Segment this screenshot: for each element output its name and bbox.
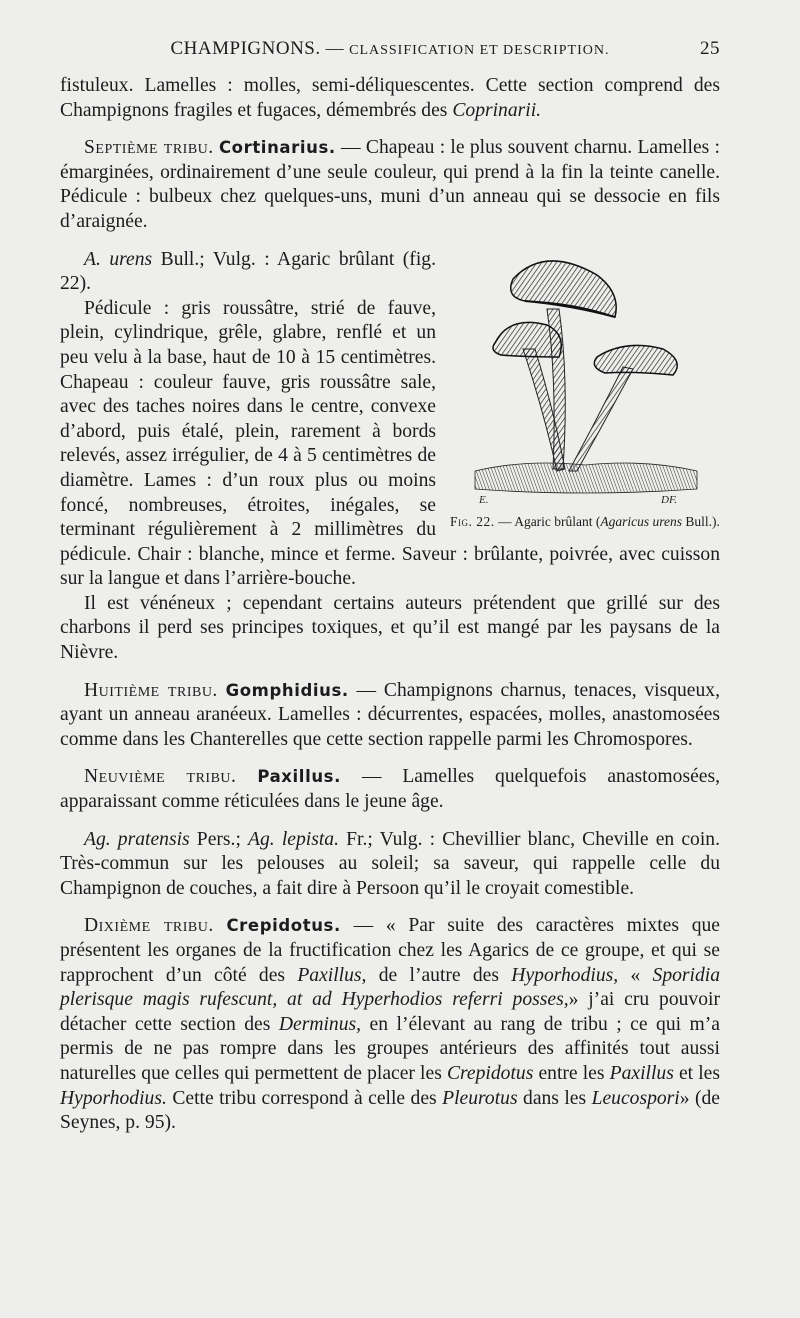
caption-italic: Agaricus urens [600, 513, 683, 529]
tribe10-paragraph [60, 914, 720, 1135]
pedicule-paragraph: Pédicule : gris roussâtre, strié de fauve, plein, cylindrique, grêle, glabre, renflé et un peu velu à la base, haut de 10 à 15 centimètres. Chapeau : couleur fauve, gris roussâtre sale, avec des taches noires dans le centre, convexe d’abord, puis étalé, plein, rarement à bords relevés, assez irrégulier, de 4 à 5 centimètres de diamètre. Lames : d’un roux plus ou moins foncé, nombreuses, étroites, inégales, se terminant régulièrement à 2 millimètres du pédicule. Chair : blanche, mince et ferme. Saveur : brûlante, poivrée, avec cuisson sur la langue et dans l’arrière-bouche. [60, 297, 720, 590]
running-head-subtitle: CLASSIFICATION ET DESCRIPTION. [349, 43, 610, 58]
tribe10-i7: Hyporhodius. [60, 1087, 167, 1109]
caption-suffix: Bull.). [685, 513, 720, 529]
caption-prefix: Fig. 22. [450, 513, 495, 529]
venom-paragraph: Il est vénéneux ; cependant certains auteurs prétendent que grillé sur des charbons il perd ses principes toxiques, et qu’il est mangé par les paysans de la Nièvre. [60, 592, 720, 664]
tribe8-name: Gomphidius. [225, 680, 349, 700]
intro-paragraph [60, 74, 720, 123]
intro-text: fistuleux. Lamelles : molles, semi-déliquescentes. Cette section comprend des Champignons fragiles et fugaces, démembrés des [60, 75, 720, 121]
tribe10-i6: Paxillus [609, 1062, 674, 1084]
tribe10-t9: dans les [523, 1087, 587, 1109]
pratensis-italic-1: Ag. pratensis [84, 828, 190, 850]
running-head-title: CHAMPIGNONS. [170, 38, 321, 59]
caption-text: — Agaric brûlant ( [498, 513, 601, 529]
intro-italic: Coprinarii. [452, 99, 542, 121]
species-name: A. urens [84, 248, 153, 270]
tribe9-paragraph [60, 765, 720, 814]
tribe10-i8: Pleurotus [442, 1087, 518, 1109]
tribe10-name: Crepidotus. [226, 916, 341, 936]
tribe10-t5: en l’élevant au rang de tribu ; ce qui m’a permis de ne pas rompre dans les groupes antérieurs des affinités tout aussi naturelles que celles qui permettent de placer les [60, 1013, 720, 1084]
figure-caption [450, 513, 720, 530]
tribe10-i5: Crepidotus [446, 1062, 534, 1084]
species-text: Bull.; Vulg. : Agaric brûlant (fig. 22). [60, 248, 436, 295]
engraver-right: DF. [661, 493, 677, 506]
tribe10-t1: — « Par suite des caractères mixtes que présentent les organes de la fructification chez les Agarics de ce groupe, et qui se rapprochent d’un côté des [60, 915, 720, 986]
pratensis-paragraph [60, 828, 720, 902]
tribe7-paragraph [60, 136, 720, 234]
tribe10-i2: Hyporhodius, [511, 964, 619, 986]
tribe8-label: Huitième tribu. [84, 679, 218, 701]
tribe9-label: Neuvième tribu. [84, 766, 237, 788]
tribe10-t3: « [630, 964, 641, 986]
tribe10-t2: de l’autre des [378, 964, 500, 986]
tribe10-i1: Paxillus, [297, 964, 367, 986]
tribe7-name: Cortinarius. [218, 138, 336, 158]
tribe10-t6: entre les [538, 1062, 605, 1084]
engraver-left: E. [479, 493, 489, 506]
page-number: 25 [700, 38, 720, 59]
tribe10-t4: » j’ai cru pouvoir détacher cette section des [60, 989, 720, 1035]
tribe10-t7: et les [678, 1062, 720, 1084]
running-head-dash: — [325, 38, 345, 58]
pratensis-text-1: Pers.; [196, 828, 241, 850]
tribe10-i9: Leucospori [591, 1087, 680, 1109]
tribe10-i4: Derminus, [278, 1013, 362, 1035]
tribe10-i3: Sporidia plerisque magis rufescunt, at ad Hyperhodios referri posses, [60, 964, 721, 1011]
tribe10-t10: » (de Seynes, p. 95). [60, 1087, 720, 1134]
tribe9-text: — Lamelles quelquefois anastomosées, apparaissant comme réticulées dans le jeune âge. [60, 766, 720, 813]
tribe8-text: — Champignons charnus, tenaces, visqueux, ayant un anneau aranéeux. Lamelles : décurrentes, espacées, molles, anastomosées comme dans les Chanterelles que cette section rappelle parmi les Chromospores. [60, 679, 720, 750]
tribe7-label: Septième tribu. [84, 137, 214, 159]
figure-22 [450, 239, 720, 530]
tribe9-name: Paxillus. [257, 767, 341, 787]
tribe10-label: Dixième tribu. [84, 915, 214, 937]
tribe10-t8: Cette tribu correspond à celle des [172, 1087, 437, 1109]
pratensis-text-2: Fr.; Vulg. : Chevillier blanc, Cheville en coin. Très-commun sur les pelouses au soleil; sa saveur, qui rappelle celle du Champignon de couches, a fait dire à Persoon qu’il le croyait comestible. [60, 828, 720, 899]
mushroom-illustration [465, 239, 705, 509]
tribe8-paragraph [60, 679, 720, 753]
tribe7-text: — Chapeau : le plus souvent charnu. Lamelles : émarginées, ordinairement d’une seule couleur, qui prend à la fin la teinte canelle. Pédicule : bulbeux chez quelques-uns, muni d’un anneau qui se dessocie en fils d’araignée. [60, 137, 720, 232]
running-head [60, 38, 720, 72]
pratensis-italic-2: Ag. lepista. [248, 828, 339, 850]
